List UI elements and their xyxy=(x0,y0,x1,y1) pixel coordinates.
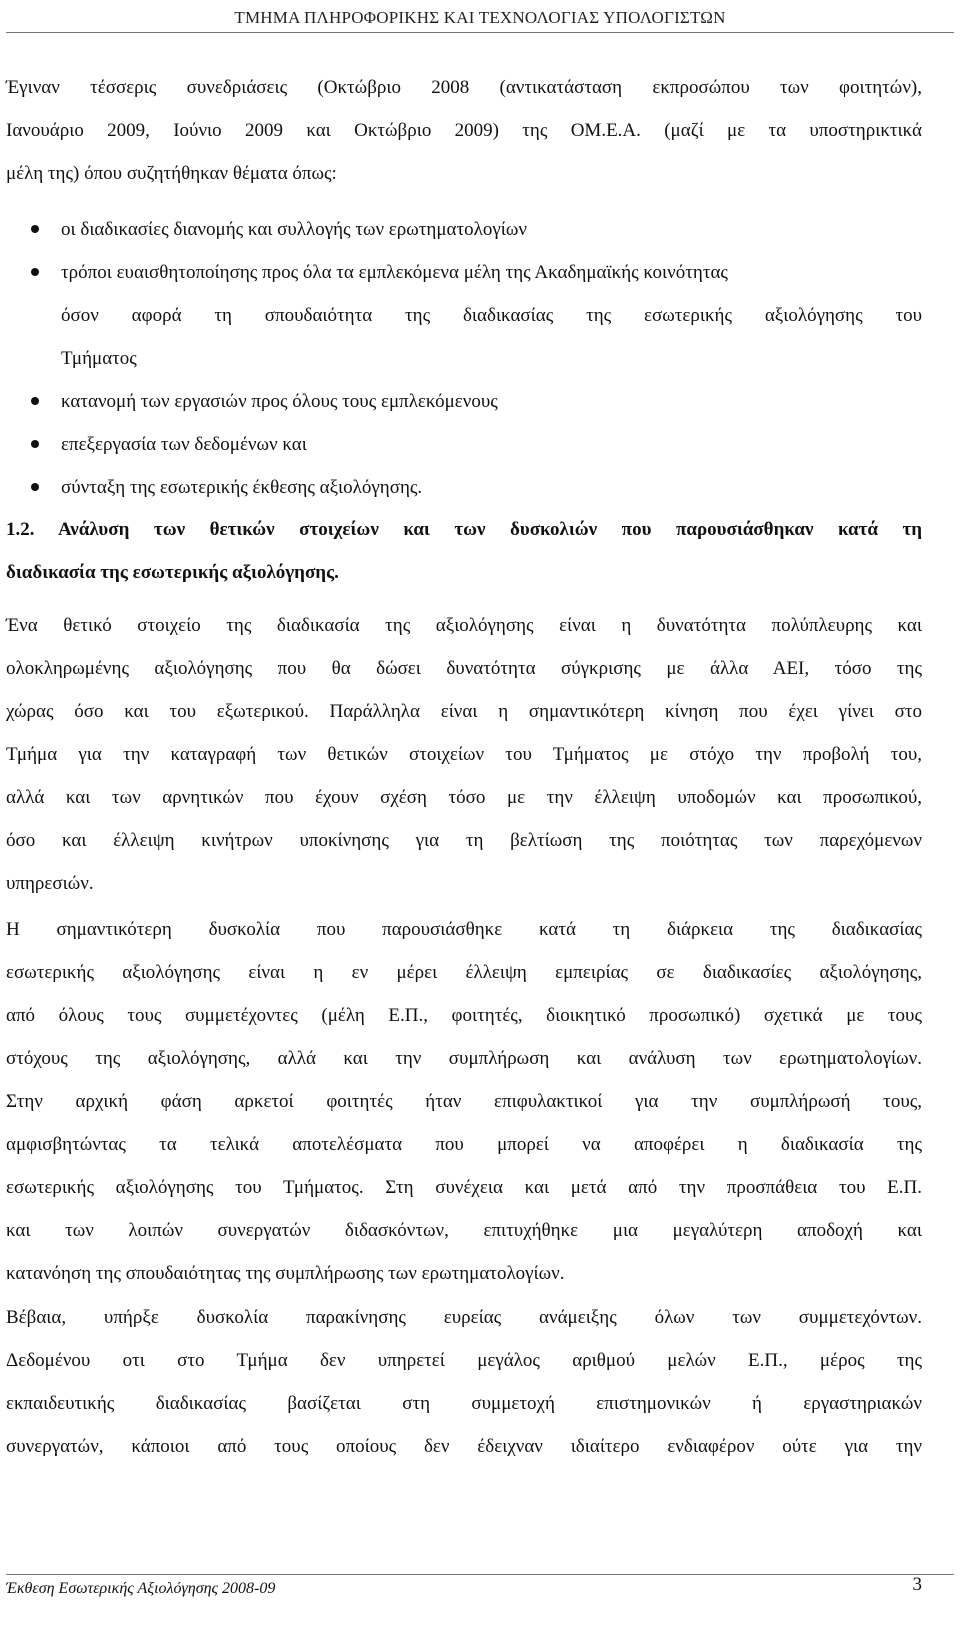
paragraph-positive xyxy=(6,604,922,905)
paragraph-line: Δεδομένου οτι στο Τμήμα δεν υπηρετεί μεγάλος αριθμού μελών Ε.Π., μέρος της xyxy=(6,1350,922,1371)
paragraph-line: εκπαιδευτικής διαδικασίας βασίζεται στη συμμετοχή επιστημονικών ή εργαστηριακών xyxy=(6,1393,922,1414)
paragraph-line: κατανόηση της σπουδαιότητας της συμπλήρωσης των ερωτηματολογίων. xyxy=(6,1263,565,1284)
section-heading xyxy=(6,508,922,594)
bullet-icon xyxy=(31,483,39,491)
list-item-text: οι διαδικασίες διανομής και συλλογής των ερωτηματολογίων xyxy=(61,219,527,240)
paragraph-line: συνεργατών, κάποιοι από τους οποίους δεν έδειχναν ιδιαίτερο ενδιαφέρον ούτε για την xyxy=(6,1436,922,1457)
list-item xyxy=(0,423,926,466)
paragraph-line: ολοκληρωμένης αξιολόγησης που θα δώσει δυνατότητα σύγκρισης με άλλα ΑΕΙ, τόσο της xyxy=(6,658,922,679)
paragraph-line: Η σημαντικότερη δυσκολία που παρουσιάσθηκε κατά τη διάρκεια της διαδικασίας xyxy=(6,919,922,940)
paragraph-line: εσωτερικής αξιολόγησης είναι η εν μέρει έλλειψη εμπειρίας σε διαδικασίες αξιολόγησης, xyxy=(6,962,922,983)
list-item xyxy=(0,380,926,423)
list-item-text: Τμήματος xyxy=(61,348,137,369)
list-item xyxy=(0,251,926,294)
footer-title: Έκθεση Εσωτερικής Αξιολόγησης 2008-09 xyxy=(6,1580,276,1597)
list-item-continuation xyxy=(0,337,926,380)
list-item-text: κατανομή των εργασιών προς όλους τους εμπλεκόμενους xyxy=(61,391,498,412)
paragraph-line: Στην αρχική φάση αρκετοί φοιτητές ήταν επιφυλακτικοί για την συμπλήρωσή τους, xyxy=(6,1091,922,1112)
list-item-text: επεξεργασία των δεδομένων και xyxy=(61,434,307,455)
paragraph-line: εσωτερικής αξιολόγησης του Τμήματος. Στη συνέχεια και μετά από την προσπάθεια του Ε.Π. xyxy=(6,1177,922,1198)
paragraph-line: όσο και έλλειψη κινήτρων υποκίνησης για τη βελτίωση της ποιότητας των παρεχόμενων xyxy=(6,830,922,851)
paragraph-line: και των λοιπών συνεργατών διδασκόντων, επιτυχήθηκε μια μεγαλύτερη αποδοχή και xyxy=(6,1220,922,1241)
paragraph-line: Τμήμα για την καταγραφή των θετικών στοιχείων του Τμήματος με στόχο την προβολή του, xyxy=(6,744,922,765)
list-item-text: τρόποι ευαισθητοποίησης προς όλα τα εμπλεκόμενα μέλη της Ακαδημαϊκής κοινότητας xyxy=(61,262,728,283)
list-item xyxy=(0,466,926,509)
intro-line: μέλη της) όπου συζητήθηκαν θέματα όπως: xyxy=(6,163,337,184)
footer-rule xyxy=(6,1574,954,1575)
paragraph-line: Ένα θετικό στοιχείο της διαδικασία της αξιολόγησης είναι η δυνατότητα πολύπλευρης και xyxy=(6,615,922,636)
intro-paragraph xyxy=(6,66,922,195)
paragraph-line: υπηρεσιών. xyxy=(6,873,94,894)
page-header: ΤΜΗΜΑ ΠΛΗΡΟΦΟΡΙΚΗΣ ΚΑΙ ΤΕΧΝΟΛΟΓΙΑΣ ΥΠΟΛΟΓΙΣΤΩΝ xyxy=(234,8,726,27)
bullet-icon xyxy=(31,440,39,448)
intro-line: Έγιναν τέσσερις συνεδριάσεις (Οκτώβριο 2008 (αντικατάσταση εκπροσώπου των φοιτητών), xyxy=(6,77,922,98)
paragraph-line: στόχους της αξιολόγησης, αλλά και την συμπλήρωση και ανάλυση των ερωτηματολογίων. xyxy=(6,1048,922,1069)
bullet-icon xyxy=(31,225,39,233)
section-heading-line: 1.2. Ανάλυση των θετικών στοιχείων και των δυσκολιών που παρουσιάσθηκαν κατά τη xyxy=(6,519,922,540)
paragraph-participation xyxy=(6,1296,922,1468)
paragraph-difficulty xyxy=(6,908,922,1295)
section-heading-line: διαδικασία της εσωτερικής αξιολόγησης. xyxy=(6,562,339,583)
list-item xyxy=(0,208,926,251)
paragraph-line: Βέβαια, υπήρξε δυσκολία παρακίνησης ευρείας ανάμειξης όλων των συμμετεχόντων. xyxy=(6,1307,922,1328)
topics-list xyxy=(0,208,926,509)
paragraph-line: από όλους τους συμμετέχοντες (μέλη Ε.Π., φοιτητές, διοικητικό προσωπικό) σχετικά με τους xyxy=(6,1005,922,1026)
intro-line: Ιανουάριο 2009, Ιούνιο 2009 και Οκτώβριο 2009) της ΟΜ.Ε.Α. (μαζί με τα υποστηρικτικά xyxy=(6,120,922,141)
list-item-text: σύνταξη της εσωτερικής έκθεσης αξιολόγησης. xyxy=(61,477,423,498)
list-item-continuation xyxy=(0,294,926,337)
paragraph-line: χώρας όσο και του εξωτερικού. Παράλληλα είναι η σημαντικότερη κίνηση που έχει γίνει στο xyxy=(6,701,922,722)
list-item-text: όσον αφορά τη σπουδαιότητα της διαδικασίας της εσωτερικής αξιολόγησης του xyxy=(61,305,922,326)
paragraph-line: αλλά και των αρνητικών που έχουν σχέση τόσο με την έλλειψη υποδομών και προσωπικού, xyxy=(6,787,922,808)
bullet-icon xyxy=(31,268,39,276)
page-number: 3 xyxy=(912,1574,922,1595)
paragraph-line: αμφισβητώντας τα τελικά αποτελέσματα που μπορεί να αποφέρει η διαδικασία της xyxy=(6,1134,922,1155)
header-rule xyxy=(6,32,954,33)
bullet-icon xyxy=(31,397,39,405)
